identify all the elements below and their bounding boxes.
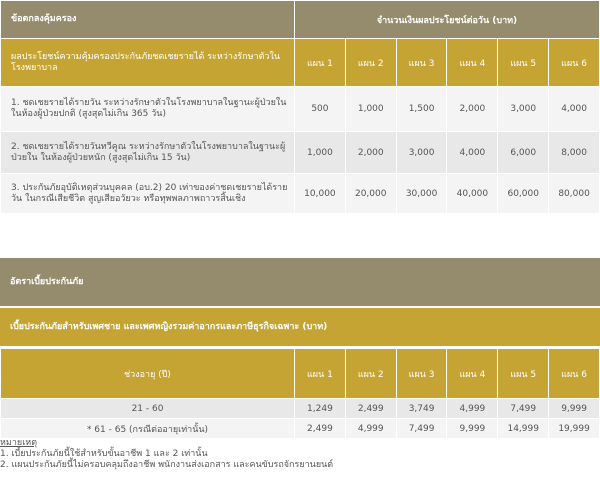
plan-header: แผน 3	[396, 39, 447, 87]
premium-table	[0, 348, 600, 439]
cell-value: 2,000	[447, 87, 498, 132]
cell-value: 9,999	[447, 419, 498, 439]
row-label: 2. ชดเชยรายได้รายวันทวีคูณ ระหว่างรักษาตัวในโรงพยาบาลในฐานะผู้ป่วยใน ในห้องผู้ป่วยหนัก (สูงสุดไม่เกิน 15 วัน)	[1, 132, 295, 174]
cell-value: 60,000	[498, 174, 549, 214]
cell-value: 1,000	[345, 87, 396, 132]
table-row	[1, 419, 600, 439]
table-row	[1, 132, 600, 174]
plan-header: แผน 2	[345, 39, 396, 87]
cell-value: 2,000	[345, 132, 396, 174]
coverage-header-right: จำนวนเงินผลประโยชน์ต่อวัน (บาท)	[295, 1, 600, 39]
cell-value: 19,999	[549, 419, 600, 439]
table-row	[1, 174, 600, 214]
cell-value: 1,249	[295, 399, 346, 419]
benefit-label: ผลประโยชน์ความคุ้มครองประกันภัยชดเชยรายได้ ระหว่างรักษาตัวในโรงพยาบาล	[1, 39, 295, 87]
plan-header: แผน 6	[549, 349, 600, 399]
note-item: 2. แผนประกันภัยนี้ไม่ครอบคลุมถึงอาชีพ พนักงานส่งเอกสาร และคนขับรถจักรยานยนต์	[0, 460, 334, 470]
cell-value: 3,000	[396, 132, 447, 174]
cell-value: 9,999	[549, 399, 600, 419]
note-item: 1. เบี้ยประกันภัยนี้ใช้สำหรับขั้นอาชีพ 1 และ 2 เท่านั้น	[0, 449, 208, 459]
coverage-plan-row	[1, 39, 600, 87]
cell-value: 40,000	[447, 174, 498, 214]
plan-header: แผน 6	[549, 39, 600, 87]
cell-value: 2,499	[345, 399, 396, 419]
cell-value: 30,000	[396, 174, 447, 214]
coverage-table	[0, 0, 600, 214]
cell-value: 4,999	[345, 419, 396, 439]
coverage-header-left: ข้อตกลงคุ้มครอง	[1, 1, 295, 39]
cell-value: 10,000	[295, 174, 346, 214]
cell-value: 3,000	[498, 87, 549, 132]
plan-header: แผน 5	[498, 349, 549, 399]
row-label: 1. ชดเชยรายได้รายวัน ระหว่างรักษาตัวในโรงพยาบาลในฐานะผู้ป่วยใน ในห้องผู้ป่วยปกติ (สูงสุดไม่เกิน 365 วัน)	[1, 87, 295, 132]
plan-header: แผน 4	[447, 39, 498, 87]
cell-value: 1,000	[295, 132, 346, 174]
cell-value: 6,000	[498, 132, 549, 174]
premium-subtitle: เบี้ยประกันภัยสำหรับเพศชาย และเพศหญิงรวมค่าอากรและภาษีธุรกิจเฉพาะ (บาท)	[0, 308, 600, 346]
cell-value: 7,499	[498, 399, 549, 419]
cell-value: 80,000	[549, 174, 600, 214]
cell-value: 4,999	[447, 399, 498, 419]
premium-header-row	[1, 349, 600, 399]
cell-value: 500	[295, 87, 346, 132]
cell-value: 3,749	[396, 399, 447, 419]
cell-value: 4,000	[549, 87, 600, 132]
plan-header: แผน 3	[396, 349, 447, 399]
plan-header: แผน 1	[295, 39, 346, 87]
premium-section-title: อัตราเบี้ยประกันภัย	[0, 258, 600, 306]
cell-value: 8,000	[549, 132, 600, 174]
table-row	[1, 399, 600, 419]
row-label: 3. ประกันภัยอุบัติเหตุส่วนบุคคล (อบ.2) 20 เท่าของค่าชดเชยรายได้รายวัน ในกรณีเสียชีวิต สูญเสียอวัยวะ หรือทุพพลภาพถาวรสิ้นเชิง	[1, 174, 295, 214]
plan-header: แผน 2	[345, 349, 396, 399]
notes	[0, 438, 600, 471]
age-range: 21 - 60	[1, 399, 295, 419]
plan-header: แผน 5	[498, 39, 549, 87]
cell-value: 2,499	[295, 419, 346, 439]
table-row	[1, 87, 600, 132]
cell-value: 7,499	[396, 419, 447, 439]
cell-value: 4,000	[447, 132, 498, 174]
cell-value: 14,999	[498, 419, 549, 439]
plan-header: แผน 1	[295, 349, 346, 399]
notes-heading: หมายเหตุ	[0, 438, 38, 448]
coverage-header-row	[1, 1, 600, 39]
age-header: ช่วงอายุ (ปี)	[1, 349, 295, 399]
plan-header: แผน 4	[447, 349, 498, 399]
cell-value: 20,000	[345, 174, 396, 214]
cell-value: 1,500	[396, 87, 447, 132]
age-range: * 61 - 65 (กรณีต่ออายุเท่านั้น)	[1, 419, 295, 439]
